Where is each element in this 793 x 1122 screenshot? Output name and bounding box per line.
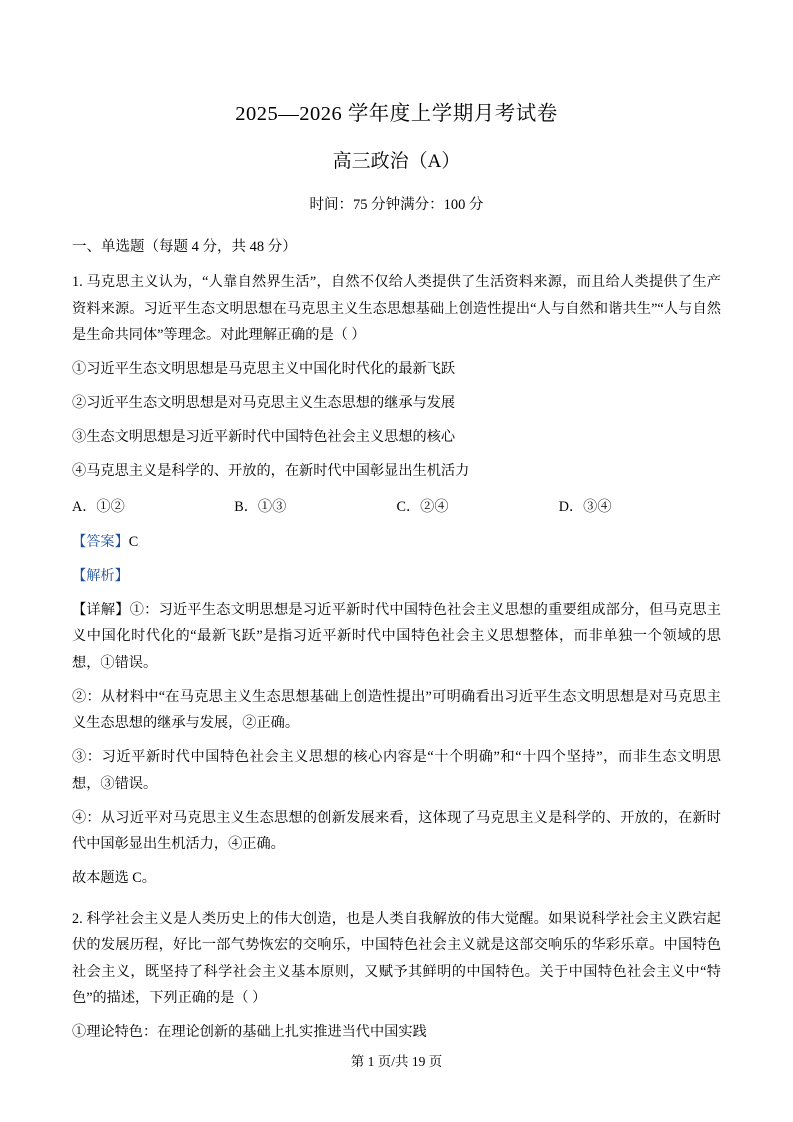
- question-1-answer: [72, 529, 721, 555]
- page-title: 2025—2026 学年度上学期月考试卷: [235, 103, 558, 125]
- question-1-detail-5: 故本题选 C。: [72, 870, 156, 886]
- analysis-label: 【解析】: [72, 567, 129, 584]
- question-1-detail-1: 【详解】①：习近平生态文明思想是习近平新时代中国特色社会主义思想的重要组成部分，但马克思主义中国化时代化的“最新飞跃”是指习近平新时代中国特色社会主义思想整体，而非单独一个领域的思想，①错误。: [72, 601, 721, 671]
- question-1-stem: 1. 马克思主义认为，“人靠自然界生活”，自然不仅给人类提供了生活资料来源，而且给人类提供了生产资料来源。习近平生态文明思想在马克思主义生态思想基础上创造性提出“人与自然和谐共生”“人与自然是生命共同体”等理念。对此理解正确的是（ ）: [72, 274, 721, 343]
- question-2-stem: 2. 科学社会主义是人类历史上的伟大创造，也是人类自我解放的伟大觉醒。如果说科学社会主义跌宕起伏的发展历程，好比一部气势恢宏的交响乐，中国特色社会主义就是这部交响乐的华彩乐章。中国特色社会主义，既坚持了科学社会主义基本原则，又赋予其鲜明的中国特色。关于中国特色社会主义中“特色”的描述，下列正确的是（ ）: [72, 910, 721, 1006]
- question-1-item-4: ④马克思主义是科学的、开放的，在新时代中国彰显出生机活力: [72, 463, 470, 479]
- question-1-options: [72, 494, 721, 520]
- question-2: [72, 906, 721, 1046]
- question-1-item-2: ②习近平生态文明思想是对马克思主义生态思想的继承与发展: [72, 395, 456, 411]
- question-1-item-3: ③生态文明思想是习近平新时代中国特色社会主义思想的核心: [72, 429, 456, 445]
- question-1-option-a[interactable]: A．①②: [72, 498, 125, 515]
- question-1-analysis: [72, 563, 721, 589]
- page-footer: 第 1 页/共 19 页: [350, 1054, 443, 1069]
- answer-label: 【答案】: [72, 533, 129, 550]
- question-1: [72, 269, 721, 892]
- question-1-option-b[interactable]: B．①③: [234, 498, 287, 515]
- question-1-detail-2: ②：从材料中“在马克思主义生态思想基础上创造性提出”可明确看出习近平生态文明思想是对马克思主义生态思想的继承与发展，②正确。: [72, 688, 721, 731]
- question-1-detail: [72, 597, 721, 892]
- question-1-detail-3: ③：习近平新时代中国特色社会主义思想的核心内容是“十个明确”和“十四个坚持”，而非生态文明思想，③错误。: [72, 749, 721, 792]
- question-1-option-c[interactable]: C．②④: [396, 498, 449, 515]
- question-1-item-1: ①习近平生态文明思想是马克思主义中国化时代化的最新飞跃: [72, 361, 456, 377]
- question-1-detail-4: ④：从习近平对马克思主义生态思想的创新发展来看，这体现了马克思主义是科学的、开放的，在新时代中国彰显出生机活力，④正确。: [72, 809, 721, 852]
- question-2-item-1: ①理论特色：在理论创新的基础上扎实推进当代中国实践: [72, 1024, 427, 1040]
- section-heading: 一、单选题（每题 4 分，共 48 分）: [72, 239, 297, 255]
- question-1-option-d[interactable]: D．③④: [558, 498, 612, 515]
- exam-meta: 时间：75 分钟满分：100 分: [309, 197, 484, 213]
- page-subtitle: 高三政治（A）: [332, 151, 461, 172]
- answer-value: C: [128, 533, 139, 550]
